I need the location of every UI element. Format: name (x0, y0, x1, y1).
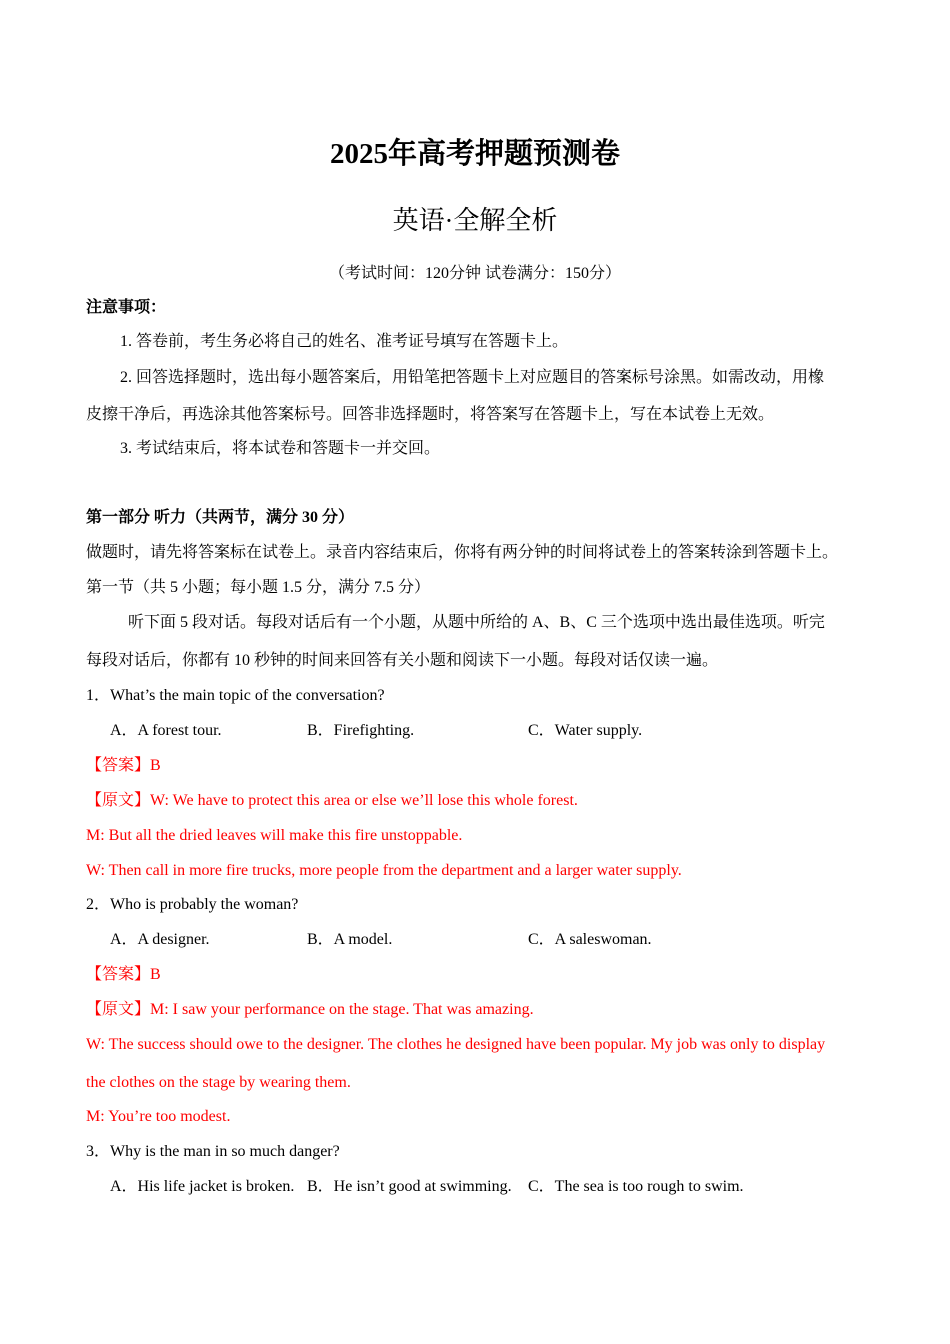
exam-time-info: （考试时间：120分钟 试卷满分：150分） (328, 265, 621, 282)
notice-item-3: 3. 考试结束后，将本试卷和答题卡一并交回。 (120, 440, 441, 457)
exam-subtitle: 英语·全解全析 (392, 206, 558, 235)
question-1-answer: 【答案】B (86, 757, 161, 774)
question-1-option-c: C．Water supply. (528, 722, 643, 739)
question-2-transcript-2: W: The success should owe to the designer. The clothes he designed have been popular. My job was only to display (86, 1036, 826, 1053)
question-2-transcript-1: 【原文】M: I saw your performance on the stage. That was amazing. (86, 1001, 534, 1018)
question-2-stem: 2．Who is probably the woman? (86, 896, 299, 913)
exam-title: 2025年高考押题预测卷 (329, 138, 620, 170)
question-3-stem: 3．Why is the man in so much danger? (86, 1143, 340, 1160)
question-3-option-a: A．His life jacket is broken. (110, 1178, 295, 1195)
question-3-option-b: B．He isn’t good at swimming. (307, 1178, 512, 1195)
question-2-option-c: C．A saleswoman. (528, 931, 652, 948)
section-title: 第一节（共 5 小题；每小题 1.5 分，满分 7.5 分） (86, 579, 431, 596)
question-2-transcript-4: M: You’re too modest. (86, 1108, 231, 1125)
question-3-option-c: C．The sea is too rough to swim. (528, 1178, 744, 1195)
question-1-transcript-1: 【原文】W: We have to protect this area or else we’ll lose this whole forest. (86, 792, 578, 809)
question-1-option-a: A．A forest tour. (110, 722, 222, 739)
directions-line-1: 听下面 5 段对话。每段对话后有一个小题，从题中所给的 A、B、C 三个选项中选出最佳选项。听完 (128, 614, 825, 631)
question-1-option-b: B．Firefighting. (307, 722, 415, 739)
question-1-transcript-2: M: But all the dried leaves will make this fire unstoppable. (86, 827, 463, 844)
directions-line-2: 每段对话后，你都有 10 秒钟的时间来回答有关小题和阅读下一小题。每段对话仅读一遍。 (86, 652, 719, 669)
question-2-transcript-3: the clothes on the stage by wearing them. (86, 1074, 351, 1091)
notice-item-2-cont: 皮擦干净后，再选涂其他答案标号。回答非选择题时，将答案写在答题卡上，写在本试卷上无效。 (86, 406, 775, 423)
question-1-transcript-3: W: Then call in more fire trucks, more people from the department and a larger water supply. (86, 862, 682, 879)
question-2-answer: 【答案】B (86, 966, 161, 983)
part1-heading: 第一部分 听力（共两节，满分 30 分） (86, 509, 355, 526)
question-2-option-a: A．A designer. (110, 931, 210, 948)
question-1-stem: 1．What’s the main topic of the conversation? (86, 687, 385, 704)
notice-heading: 注意事项： (86, 299, 167, 316)
part1-instruction: 做题时，请先将答案标在试卷上。录音内容结束后，你将有两分钟的时间将试卷上的答案转涂到答题卡上。 (86, 544, 839, 561)
notice-item-1: 1. 答卷前，考生务必将自己的姓名、准考证号填写在答题卡上。 (120, 333, 569, 350)
notice-item-2: 2. 回答选择题时，选出每小题答案后，用铅笔把答题卡上对应题目的答案标号涂黑。如需改动，用橡 (120, 369, 825, 386)
question-2-option-b: B．A model. (307, 931, 393, 948)
